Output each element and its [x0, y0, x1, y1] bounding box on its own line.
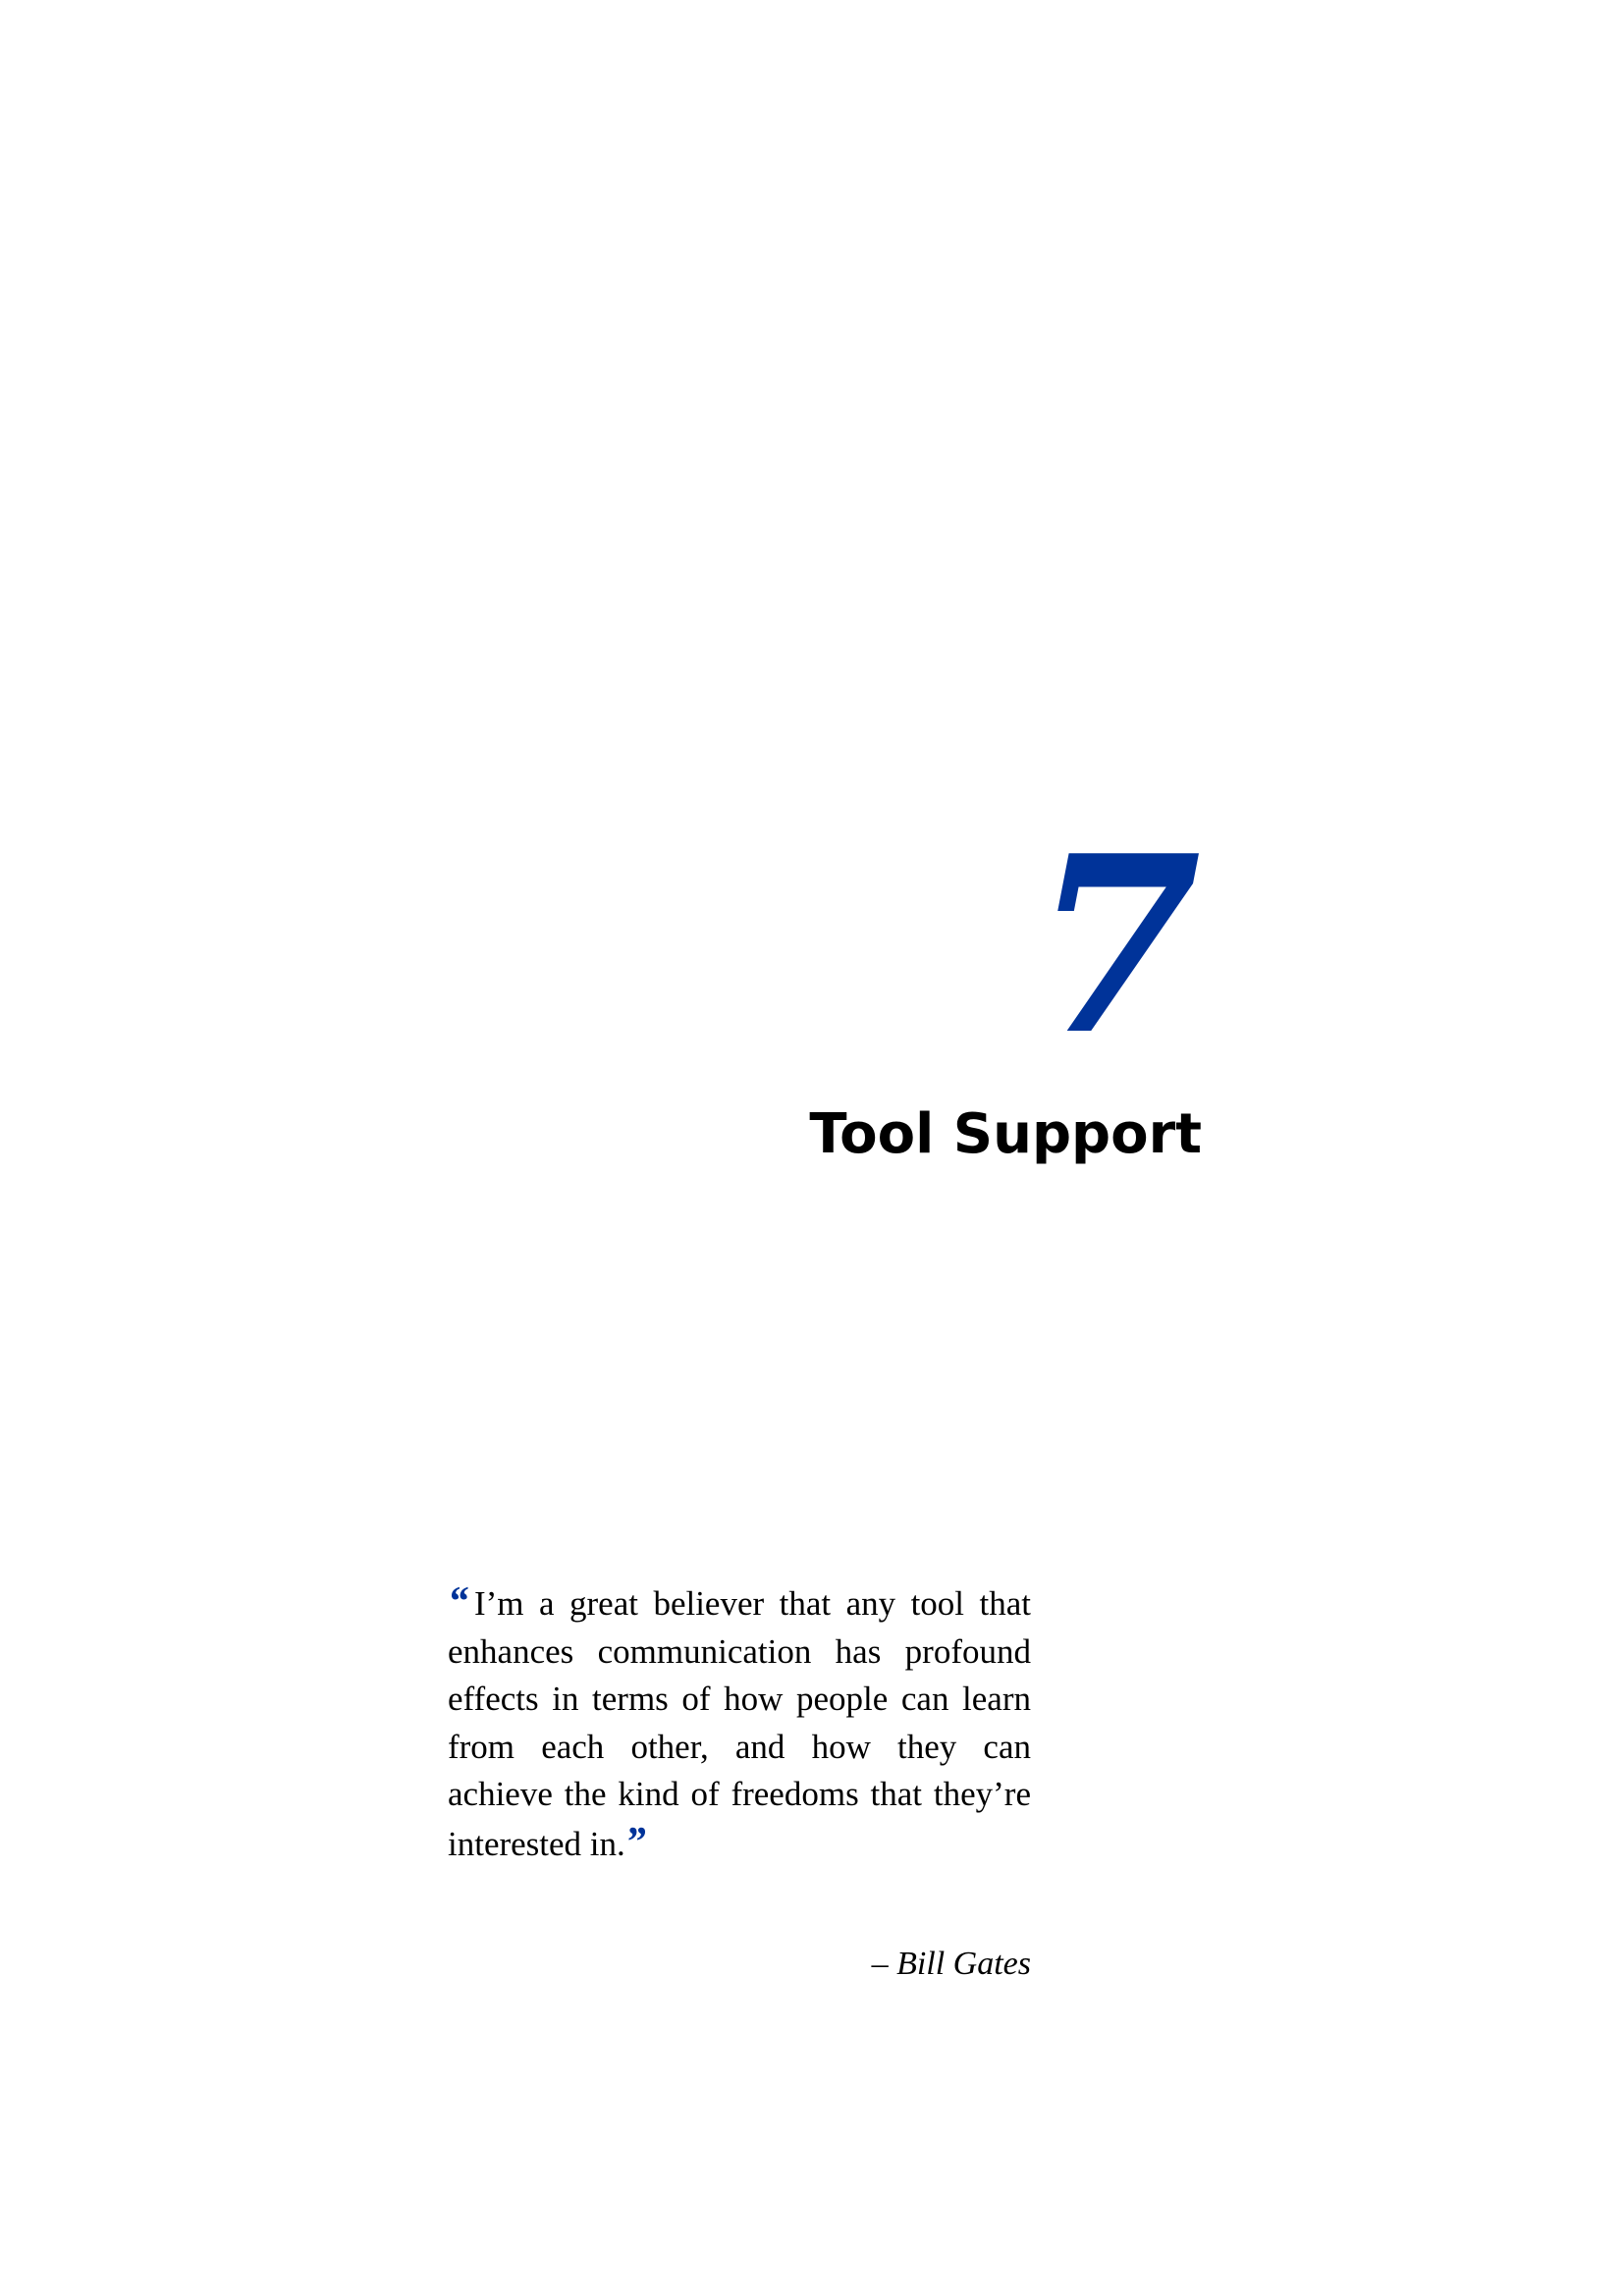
- close-quote-mark: ”: [624, 1819, 646, 1865]
- chapter-title: Tool Support: [809, 1102, 1202, 1166]
- epigraph-text: I’m a great believer that any tool that enhances communication has profound effects in terms of how people can learn from each other, and how they can achieve the kind of freedoms that they’re interested in.: [448, 1584, 1031, 1863]
- open-quote-mark: “: [448, 1579, 468, 1625]
- epigraph-quote: [448, 1578, 1031, 1868]
- epigraph-attribution: – Bill Gates: [871, 1946, 1031, 1982]
- chapter-number: 7: [1032, 803, 1202, 1089]
